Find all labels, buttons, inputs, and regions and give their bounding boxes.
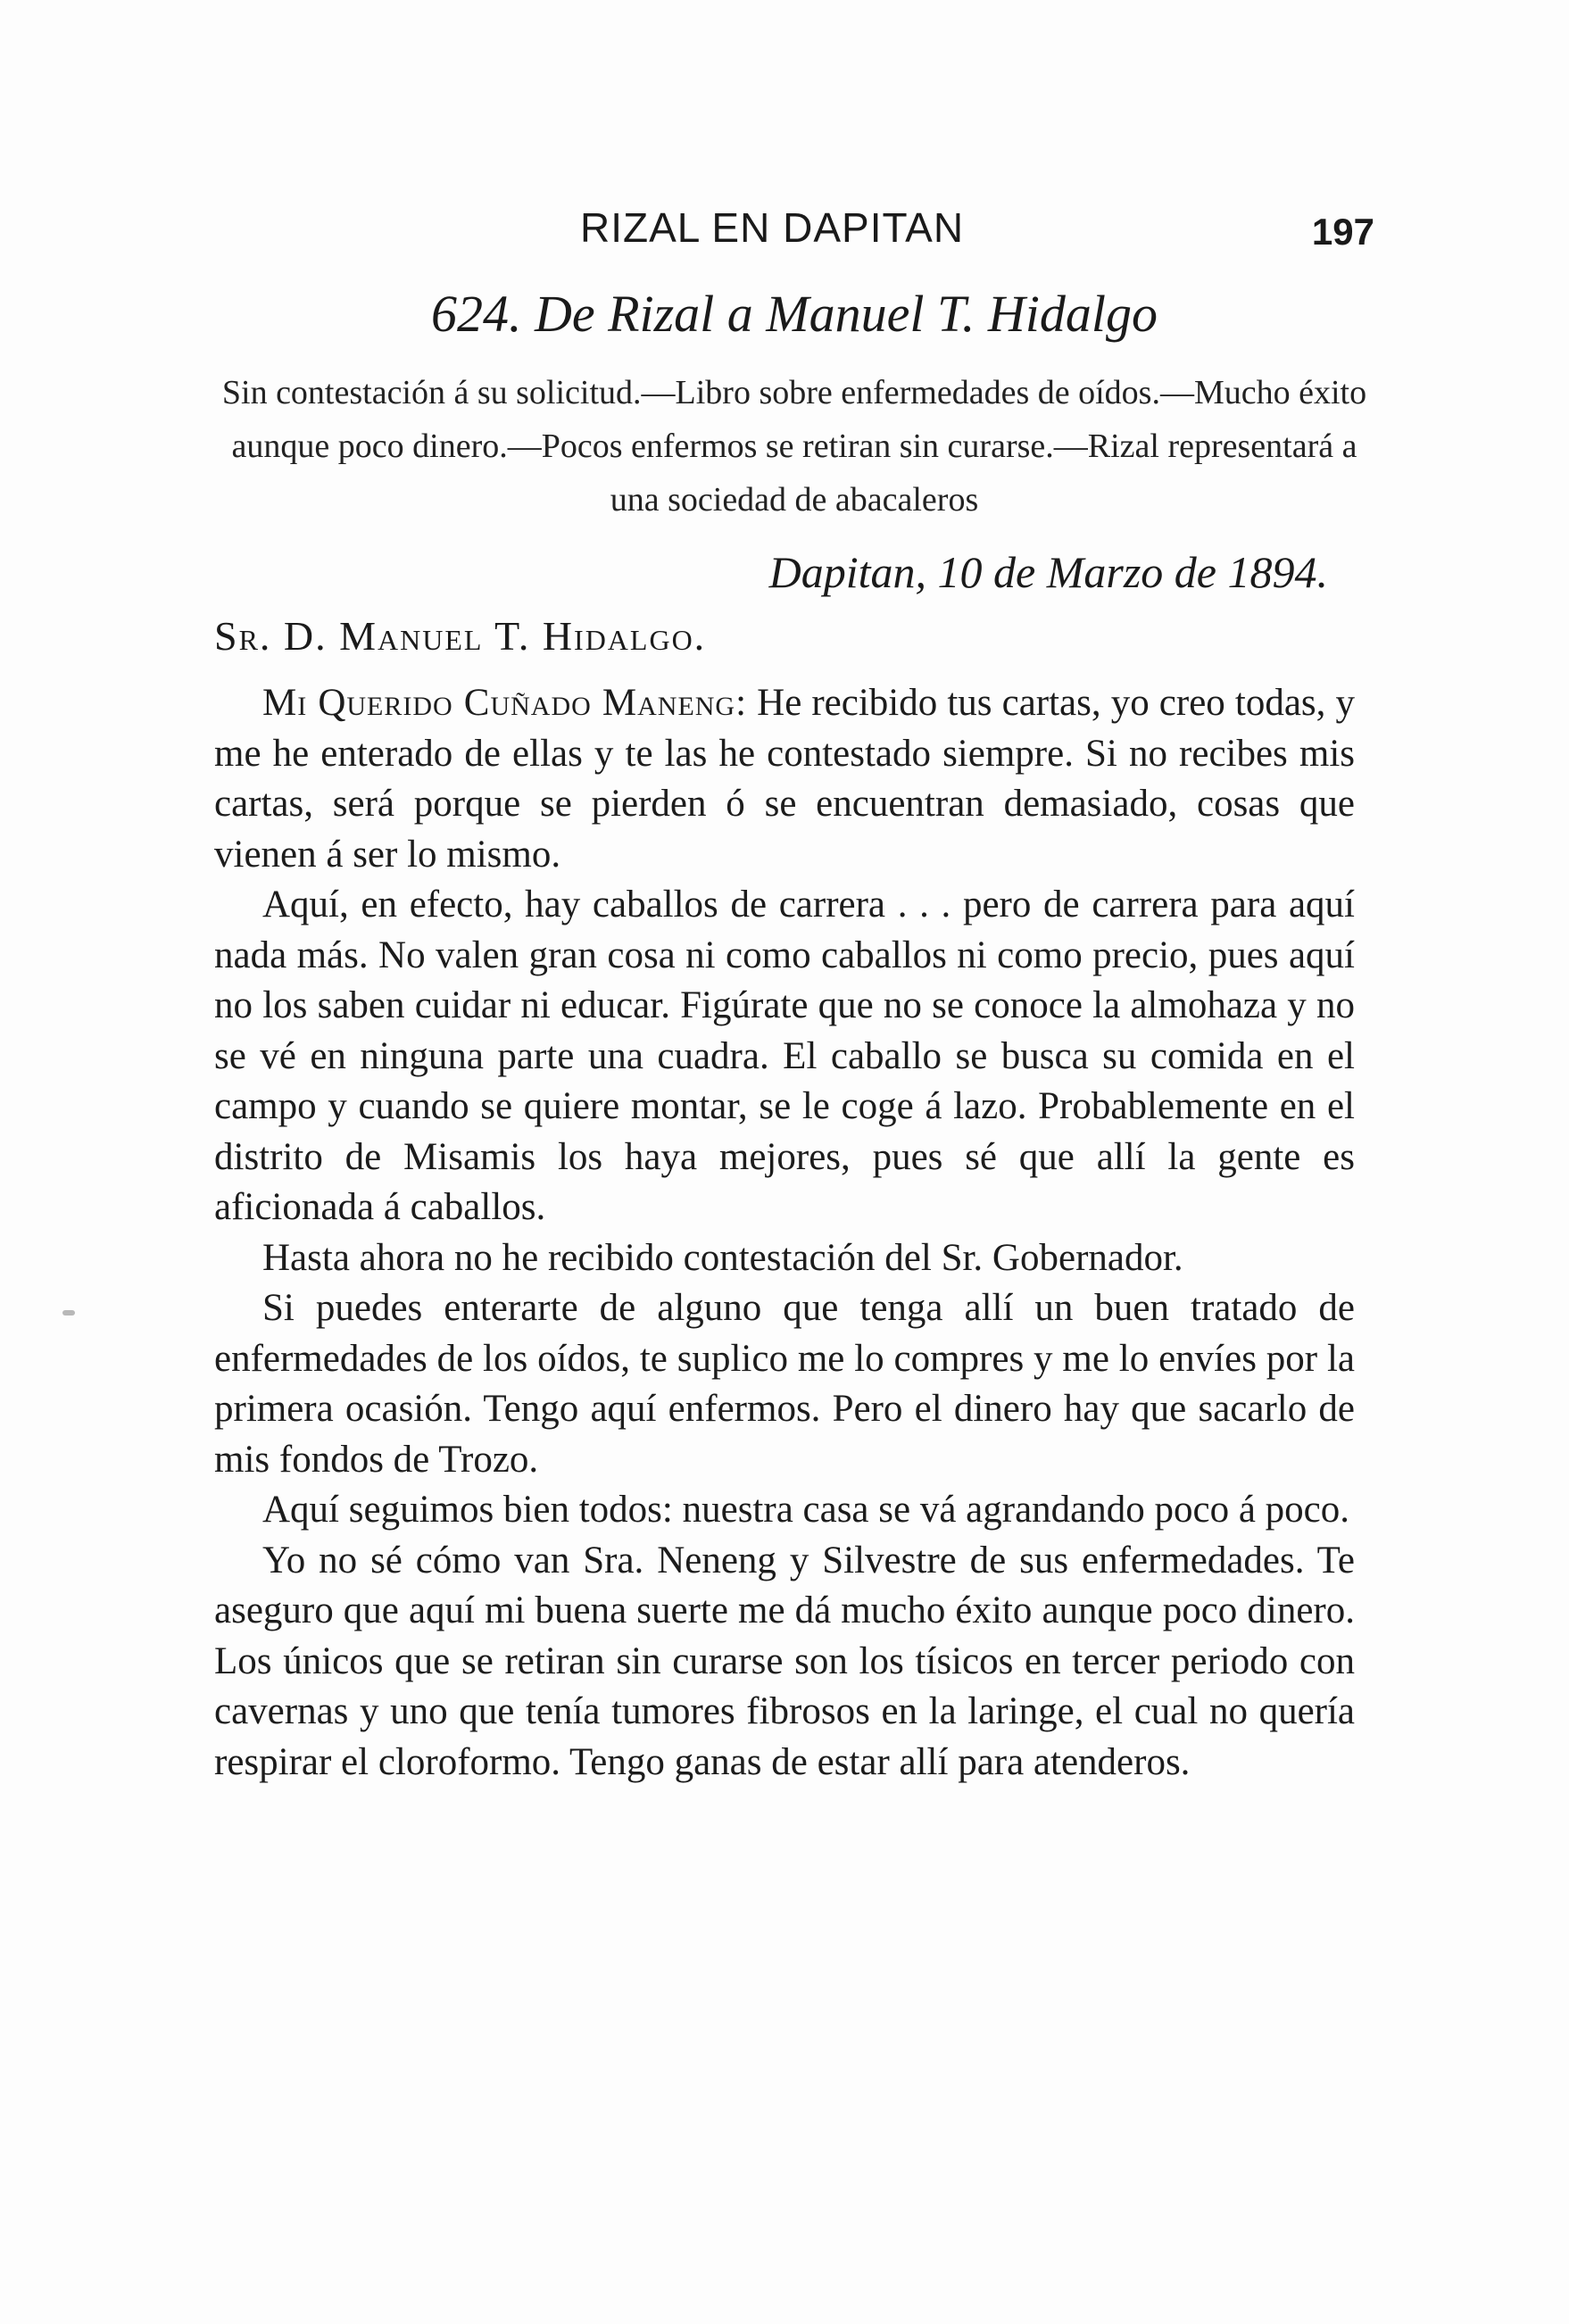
running-head (214, 203, 1374, 266)
paper-speck (62, 1310, 75, 1316)
running-title: RIZAL EN DAPITAN (580, 204, 965, 251)
dateline: Dapitan, 10 de Marzo de 1894. (768, 547, 1328, 597)
page-number: 197 (1311, 211, 1374, 253)
paragraph: Hasta ahora no he recibido contestación del Sr. Gobernador. (262, 1236, 1183, 1279)
letter-summary: Sin contestación á su solicitud.—Libro sobre enfermedades de oídos.—Mucho éxito aunque poco dinero.—Pocos enfermos se retiran sin curarse.—Rizal representará a una sociedad de abacaleros (221, 374, 1367, 519)
paragraph-text: He recibido tus cartas, yo creo todas, y me he enterado de ellas y te las he contestado siempre. Si no recibes mis cartas, será porque se pierden ó se encuentran demasiado, cosas que vienen á ser lo mismo. (214, 682, 1355, 876)
paragraph: Aquí seguimos bien todos: nuestra casa se vá agrandando poco á poco. (262, 1489, 1350, 1531)
salutation: Mi Querido Cuñado Maneng: (262, 682, 748, 724)
paragraph: Yo no sé cómo van Sra. Neneng y Silvestre de sus enfermedades. Te aseguro que aquí mi buena suerte me dá mucho éxito aunque poco dinero. Los únicos que se retiran sin curarse son los tísicos en tercer periodo con cavernas y uno que tenía tumores fibrosos en la laringe, el cual no quería respirar el cloroformo. Tengo ganas de estar allí para atenderos. (214, 1539, 1355, 1783)
paragraph: Aquí, en efecto, hay caballos de carrera . . . pero de carrera para aquí nada más. No valen gran cosa ni como caballos ni como precio, pues aquí no los saben cuidar ni educar. Figúrate que no se conoce la almohaza y no se vé en ninguna parte una cuadra. El caballo se busca su comida en el campo y cuando se quiere montar, se le coge á lazo. Probablemente en el distrito de Misamis los haya mejores, pues sé que allí la gente es aficionada á caballos. (214, 884, 1355, 1228)
letter-body (214, 678, 1355, 1788)
addressee: Sr. D. Manuel T. Hidalgo. (214, 613, 707, 659)
paragraph: Si puedes enterarte de alguno que tenga allí un buen tratado de enfermedades de los oídos, te suplico me lo compres y me lo envíes por la primera ocasión. Tengo aquí enfermos. Pero el dinero hay que sacarlo de mis fondos de Trozo. (214, 1287, 1355, 1481)
letter-heading: 624. De Rizal a Manuel T. Hidalgo (430, 285, 1158, 343)
paragraph (214, 678, 1355, 880)
